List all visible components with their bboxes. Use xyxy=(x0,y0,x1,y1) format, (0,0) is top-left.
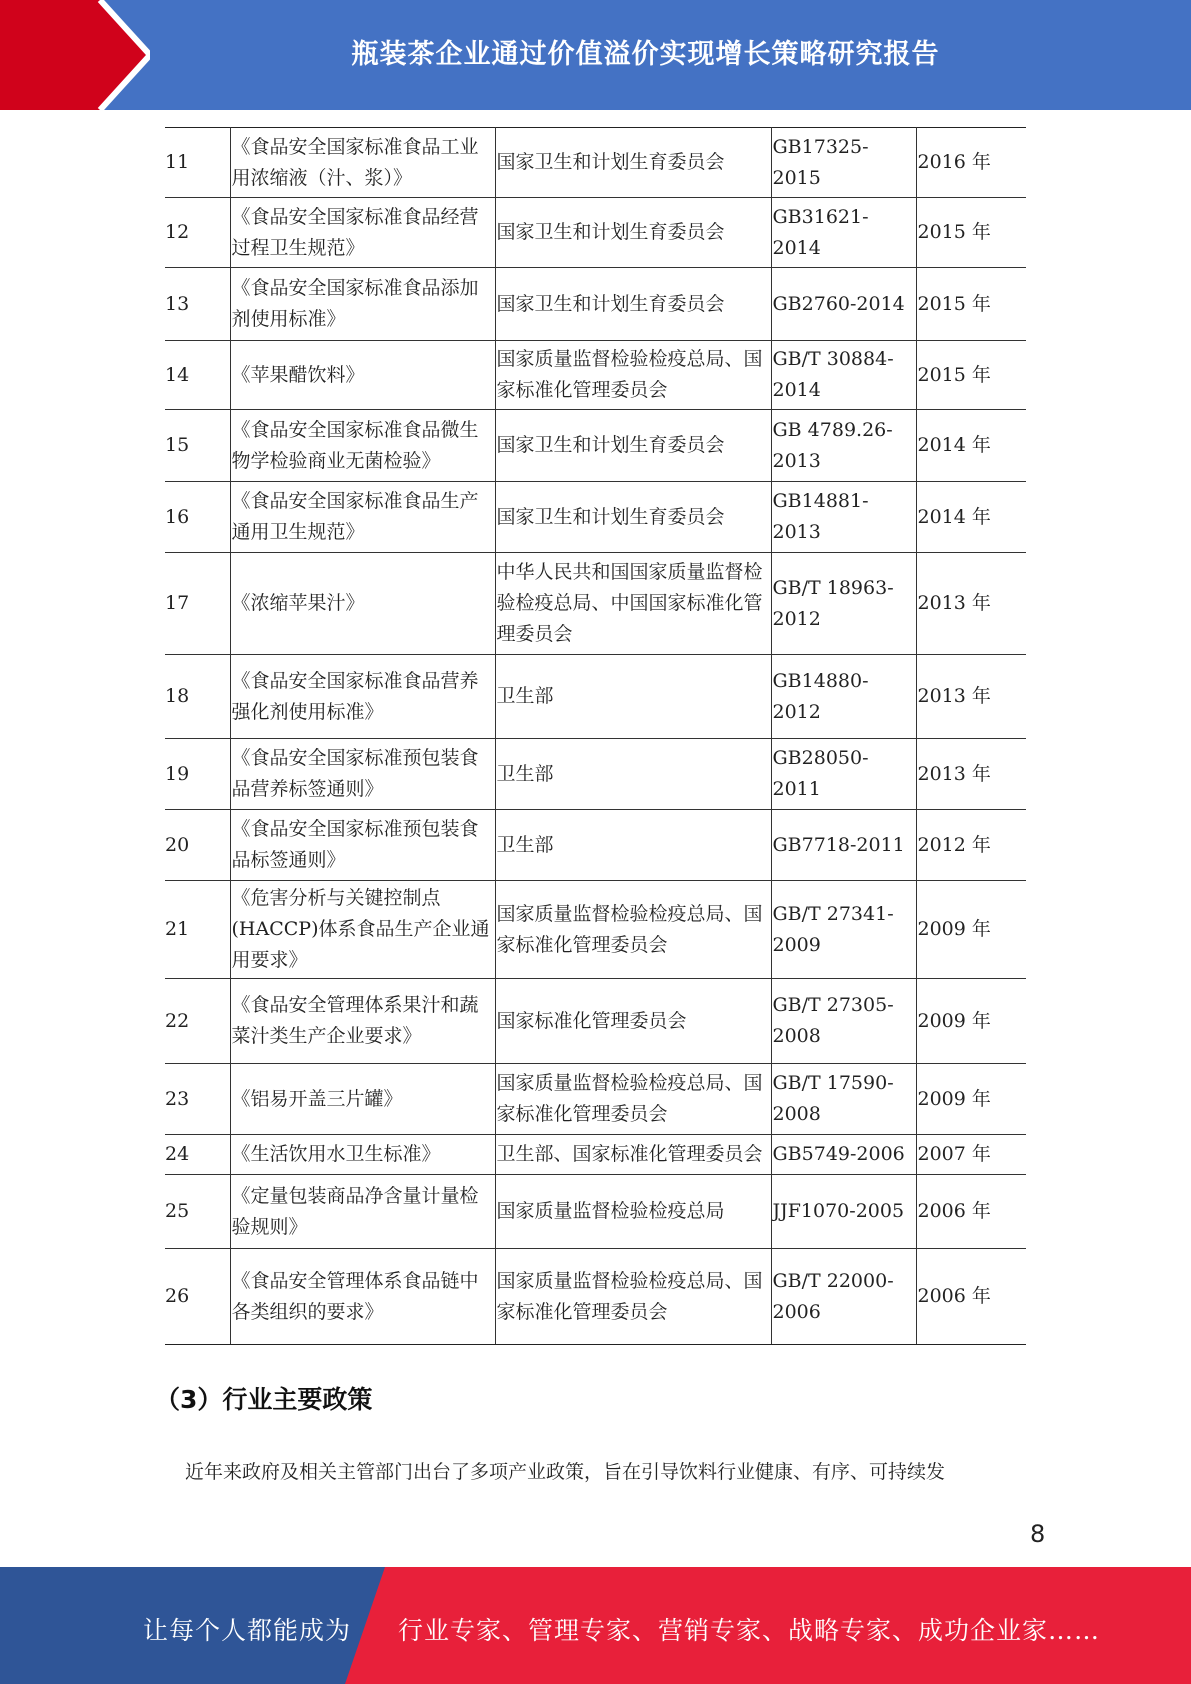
table-row xyxy=(165,739,1026,810)
standard-name-cell: 《食品安全国家标准食品添加剂使用标准》 xyxy=(230,268,495,341)
year-cell: 2013 年 xyxy=(916,553,1026,655)
standard-code-cell: GB/T 17590-2008 xyxy=(771,1064,916,1135)
standard-name-cell: 《生活饮用水卫生标准》 xyxy=(230,1135,495,1175)
row-number-cell: 25 xyxy=(165,1175,230,1249)
standard-code-cell: JJF1070-2005 xyxy=(771,1175,916,1249)
row-number-cell: 26 xyxy=(165,1249,230,1345)
table-row xyxy=(165,341,1026,410)
row-number-cell: 16 xyxy=(165,482,230,553)
row-number-cell: 17 xyxy=(165,553,230,655)
issuing-agency-cell: 国家质量监督检验检疫总局、国家标准化管理委员会 xyxy=(495,1064,771,1135)
row-number-cell: 13 xyxy=(165,268,230,341)
standard-name-cell: 《危害分析与关键控制点(HACCP)体系食品生产企业通用要求》 xyxy=(230,881,495,979)
year-cell: 2015 年 xyxy=(916,198,1026,268)
standard-code-cell: GB/T 18963-2012 xyxy=(771,553,916,655)
table-row xyxy=(165,1135,1026,1175)
row-number-cell: 22 xyxy=(165,979,230,1064)
footer-slogan-right: 行业专家、管理专家、营销专家、战略专家、成功企业家…… xyxy=(398,1616,1101,1645)
issuing-agency-cell: 中华人民共和国国家质量监督检验检疫总局、中国国家标准化管理委员会 xyxy=(495,553,771,655)
page-footer xyxy=(0,1567,1191,1684)
standards-table xyxy=(165,127,1026,1345)
table-row xyxy=(165,881,1026,979)
report-title: 瓶装茶企业通过价值溢价实现增长策略研究报告 xyxy=(351,39,940,70)
year-cell: 2006 年 xyxy=(916,1175,1026,1249)
row-number-cell: 21 xyxy=(165,881,230,979)
issuing-agency-cell: 国家卫生和计划生育委员会 xyxy=(495,268,771,341)
row-number-cell: 18 xyxy=(165,655,230,739)
row-number-cell: 14 xyxy=(165,341,230,410)
issuing-agency-cell: 卫生部 xyxy=(495,810,771,881)
row-number-cell: 24 xyxy=(165,1135,230,1175)
standard-code-cell: GB17325-2015 xyxy=(771,128,916,198)
row-number-cell: 12 xyxy=(165,198,230,268)
footer-slogan-left: 让每个人都能成为 xyxy=(143,1616,352,1645)
standard-name-cell: 《铝易开盖三片罐》 xyxy=(230,1064,495,1135)
year-cell: 2012 年 xyxy=(916,810,1026,881)
standard-code-cell: GB 4789.26-2013 xyxy=(771,410,916,482)
standard-name-cell: 《食品安全国家标准预包装食品营养标签通则》 xyxy=(230,739,495,810)
standard-name-cell: 《苹果醋饮料》 xyxy=(230,341,495,410)
issuing-agency-cell: 国家质量监督检验检疫总局、国家标准化管理委员会 xyxy=(495,1249,771,1345)
table-row xyxy=(165,482,1026,553)
year-cell: 2009 年 xyxy=(916,1064,1026,1135)
issuing-agency-cell: 国家卫生和计划生育委员会 xyxy=(495,410,771,482)
table-row xyxy=(165,655,1026,739)
table-row xyxy=(165,1175,1026,1249)
standard-code-cell: GB/T 30884-2014 xyxy=(771,341,916,410)
section-heading: （3）行业主要政策 xyxy=(155,1385,373,1414)
standard-code-cell: GB2760-2014 xyxy=(771,268,916,341)
table-row xyxy=(165,198,1026,268)
row-number-cell: 15 xyxy=(165,410,230,482)
standards-table-body xyxy=(165,128,1026,1345)
table-row xyxy=(165,553,1026,655)
standard-name-cell: 《浓缩苹果汁》 xyxy=(230,553,495,655)
table-row xyxy=(165,410,1026,482)
year-cell: 2013 年 xyxy=(916,655,1026,739)
issuing-agency-cell: 国家质量监督检验检疫总局、国家标准化管理委员会 xyxy=(495,341,771,410)
standard-name-cell: 《食品安全国家标准预包装食品标签通则》 xyxy=(230,810,495,881)
standard-name-cell: 《定量包装商品净含量计量检验规则》 xyxy=(230,1175,495,1249)
year-cell: 2014 年 xyxy=(916,482,1026,553)
standard-name-cell: 《食品安全国家标准食品微生物学检验商业无菌检验》 xyxy=(230,410,495,482)
table-row xyxy=(165,979,1026,1064)
issuing-agency-cell: 国家质量监督检验检疫总局、国家标准化管理委员会 xyxy=(495,881,771,979)
page-header xyxy=(0,0,1191,110)
issuing-agency-cell: 卫生部 xyxy=(495,739,771,810)
standard-code-cell: GB31621-2014 xyxy=(771,198,916,268)
issuing-agency-cell: 卫生部、国家标准化管理委员会 xyxy=(495,1135,771,1175)
standard-code-cell: GB/T 27341-2009 xyxy=(771,881,916,979)
standard-name-cell: 《食品安全国家标准食品经营过程卫生规范》 xyxy=(230,198,495,268)
header-red-arrow xyxy=(0,0,150,110)
table-row xyxy=(165,128,1026,198)
standard-code-cell: GB/T 22000-2006 xyxy=(771,1249,916,1345)
table-row xyxy=(165,1249,1026,1345)
year-cell: 2006 年 xyxy=(916,1249,1026,1345)
row-number-cell: 20 xyxy=(165,810,230,881)
issuing-agency-cell: 国家卫生和计划生育委员会 xyxy=(495,128,771,198)
standard-name-cell: 《食品安全国家标准食品工业用浓缩液（汁、浆）》 xyxy=(230,128,495,198)
table-row xyxy=(165,1064,1026,1135)
year-cell: 2015 年 xyxy=(916,341,1026,410)
standard-name-cell: 《食品安全国家标准食品生产通用卫生规范》 xyxy=(230,482,495,553)
year-cell: 2013 年 xyxy=(916,739,1026,810)
year-cell: 2007 年 xyxy=(916,1135,1026,1175)
row-number-cell: 19 xyxy=(165,739,230,810)
standard-name-cell: 《食品安全国家标准食品营养强化剂使用标准》 xyxy=(230,655,495,739)
issuing-agency-cell: 国家卫生和计划生育委员会 xyxy=(495,198,771,268)
body-paragraph: 近年来政府及相关主管部门出台了多项产业政策，旨在引导饮料行业健康、有序、可持续发 xyxy=(185,1461,946,1483)
year-cell: 2009 年 xyxy=(916,881,1026,979)
standard-code-cell: GB14881-2013 xyxy=(771,482,916,553)
page-number: 8 xyxy=(1030,1520,1046,1548)
standard-code-cell: GB5749-2006 xyxy=(771,1135,916,1175)
standard-name-cell: 《食品安全管理体系食品链中各类组织的要求》 xyxy=(230,1249,495,1345)
row-number-cell: 23 xyxy=(165,1064,230,1135)
standard-code-cell: GB14880-2012 xyxy=(771,655,916,739)
standard-code-cell: GB28050-2011 xyxy=(771,739,916,810)
issuing-agency-cell: 国家质量监督检验检疫总局 xyxy=(495,1175,771,1249)
issuing-agency-cell: 国家卫生和计划生育委员会 xyxy=(495,482,771,553)
year-cell: 2009 年 xyxy=(916,979,1026,1064)
standard-name-cell: 《食品安全管理体系果汁和蔬菜汁类生产企业要求》 xyxy=(230,979,495,1064)
issuing-agency-cell: 国家标准化管理委员会 xyxy=(495,979,771,1064)
row-number-cell: 11 xyxy=(165,128,230,198)
table-row xyxy=(165,268,1026,341)
issuing-agency-cell: 卫生部 xyxy=(495,655,771,739)
table-row xyxy=(165,810,1026,881)
year-cell: 2014 年 xyxy=(916,410,1026,482)
standard-code-cell: GB/T 27305-2008 xyxy=(771,979,916,1064)
year-cell: 2015 年 xyxy=(916,268,1026,341)
year-cell: 2016 年 xyxy=(916,128,1026,198)
standard-code-cell: GB7718-2011 xyxy=(771,810,916,881)
